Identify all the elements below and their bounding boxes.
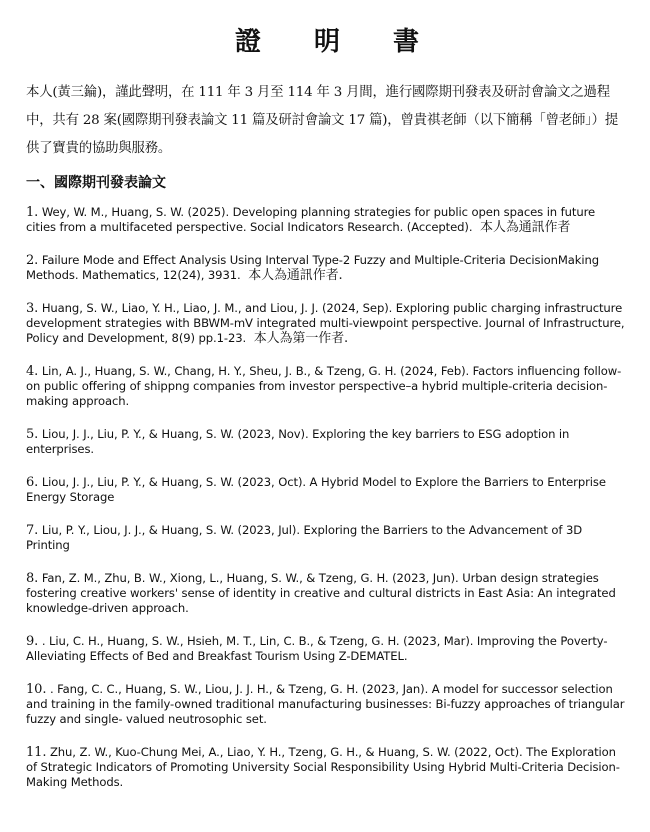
reference-item — [26, 523, 628, 553]
reference-number: 2. — [26, 253, 39, 268]
reference-number: 4. — [26, 364, 39, 379]
reference-text: Lin, A. J., Huang, S. W., Chang, H. Y., Sheu, J. B., & Tzeng, G. H. (2024, Feb). Factors influencing follow-on public offering of shippng companies from investor perspective–a hybrid multiple-criteria decision-making approach. — [26, 364, 622, 408]
reference-text: . Liu, C. H., Huang, S. W., Hsieh, M. T., Lin, C. B., & Tzeng, G. H. (2023, Mar). Improving the Poverty-Alleviating Effects of Bed and Breakfast Tourism Using Z-DEMATEL. — [26, 634, 608, 663]
reference-item — [26, 205, 628, 235]
reference-number: 5. — [26, 427, 39, 442]
reference-text: Fan, Z. M., Zhu, B. W., Xiong, L., Huang, S. W., & Tzeng, G. H. (2023, Jun). Urban design strategies fostering creative workers' sense of identity in creative and cultural districts in East Asia: An integrated knowledge-driven approach. — [26, 571, 616, 615]
reference-number: 1. — [26, 205, 39, 220]
reference-number: 6. — [26, 475, 39, 490]
reference-number: 7. — [26, 523, 39, 538]
reference-author-note: 本人為通訊作者 — [480, 220, 571, 235]
reference-item — [26, 301, 628, 346]
reference-text: Liu, P. Y., Liou, J. J., & Huang, S. W. (2023, Jul). Exploring the Barriers to the Advancement of 3D Printing — [26, 523, 583, 552]
reference-item — [26, 745, 628, 790]
reference-number: 11. — [26, 745, 47, 760]
reference-item — [26, 475, 628, 505]
reference-text: . Fang, C. C., Huang, S. W., Liou, J. J. H., & Tzeng, G. H. (2023, Jan). A model for successor selection and training in the family-owned traditional manufacturing businesses: Bi-fuzzy approaches of triangular fuzzy and single- valued neutrosophic set. — [26, 682, 625, 726]
reference-author-note: 本人為通訊作者. — [248, 268, 343, 283]
reference-list — [26, 205, 628, 790]
reference-item — [26, 682, 628, 727]
intro-paragraph: 本人(黃三錀)，謹此聲明，在 111 年 3 月至 114 年 3 月間，進行國際期刊發表及研討會論文之過程中，共有 28 案(國際期刊發表論文 11 篇及研討會論文 17 篇)，曾貴祺老師（以下簡稱「曾老師」）提供了寶貴的協助與服務。 — [26, 85, 619, 156]
reference-number: 3. — [26, 301, 39, 316]
reference-text: Failure Mode and Effect Analysis Using Interval Type-2 Fuzzy and Multiple-Criteria DecisionMaking Methods. Mathematics, 12(24), 3931. — [26, 253, 599, 282]
reference-item — [26, 253, 628, 283]
reference-number: 8. — [26, 571, 39, 586]
section-heading: 一、國際期刊發表論文 — [26, 175, 166, 191]
reference-number: 10. — [26, 682, 47, 697]
reference-text: Wey, W. M., Huang, S. W. (2025). Developing planning strategies for public open spaces in future cities from a multifaceted perspective. Social Indicators Research. (Accepted). — [26, 205, 596, 234]
reference-text: Huang, S. W., Liao, Y. H., Liao, J. M., and Liou, J. J. (2024, Sep). Exploring public charging infrastructure development strategies with BBWM-mV integrated multi-viewpoint perspective. Journal of Infrastructure, Policy and Development, 8(9) pp.1-23. — [26, 301, 625, 345]
reference-number: 9. — [26, 634, 39, 649]
reference-text: Zhu, Z. W., Kuo-Chung Mei, A., Liao, Y. H., Tzeng, G. H., & Huang, S. W. (2022, Oct). The Exploration of Strategic Indicators of Promoting University Social Responsibility Using Hybrid Multi-Criteria Decision-Making Methods. — [26, 745, 620, 789]
reference-author-note: 本人為第一作者. — [253, 331, 349, 346]
reference-text: Liou, J. J., Liu, P. Y., & Huang, S. W. (2023, Oct). A Hybrid Model to Explore the Barriers to Enterprise Energy Storage — [26, 475, 606, 504]
reference-text: Liou, J. J., Liu, P. Y., & Huang, S. W. (2023, Nov). Exploring the key barriers to ESG adoption in enterprises. — [26, 427, 570, 456]
document-title: 證 明 書 — [234, 27, 442, 57]
reference-item — [26, 571, 628, 616]
reference-item — [26, 364, 628, 409]
reference-item — [26, 634, 628, 664]
reference-item — [26, 427, 628, 457]
